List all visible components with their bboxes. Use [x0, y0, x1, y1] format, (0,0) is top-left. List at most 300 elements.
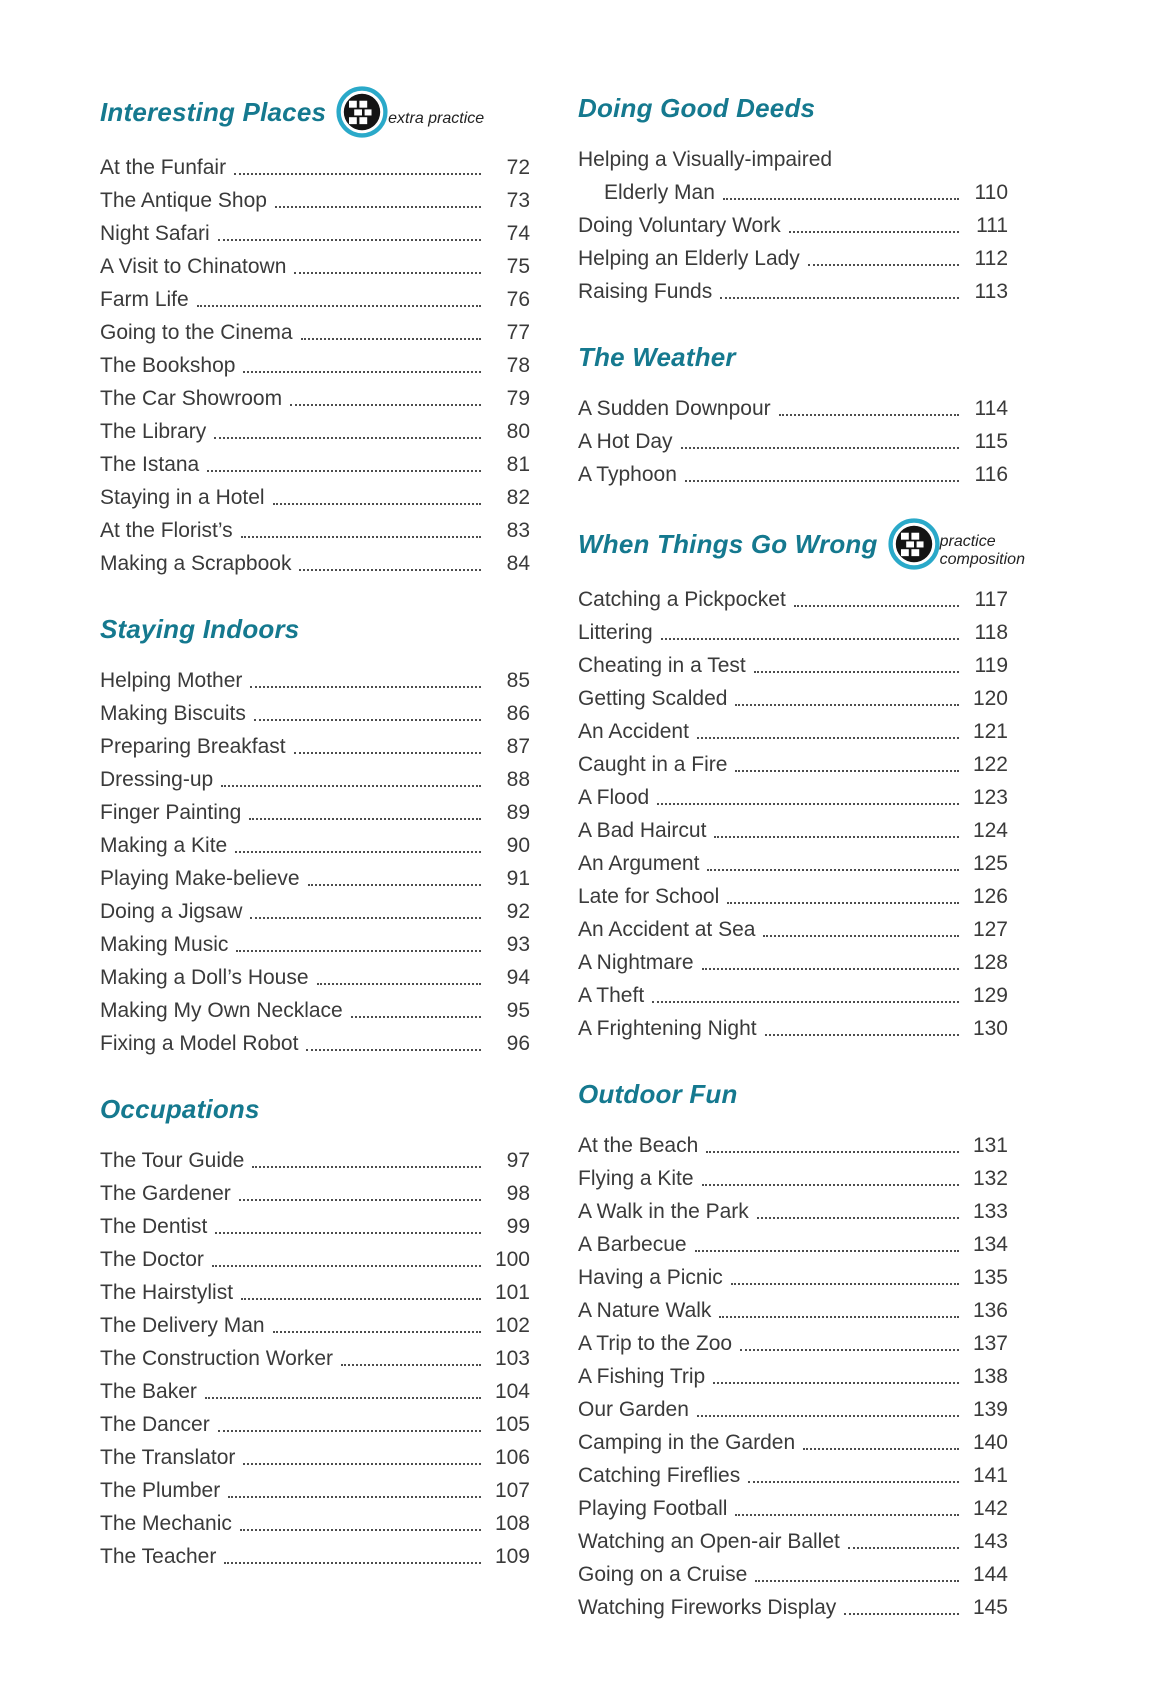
toc-entry — [100, 1341, 530, 1374]
toc-entry-title: At the Funfair — [100, 156, 227, 179]
toc-entry-title: A Barbecue — [578, 1233, 687, 1256]
dotted-leader — [735, 770, 959, 772]
toc-entry-page: 76 — [506, 288, 530, 311]
toc-entry-page: 129 — [972, 984, 1008, 1007]
toc-entry — [578, 142, 1008, 175]
toc-entry-page: 80 — [506, 420, 530, 443]
toc-entry-title: The Plumber — [100, 1479, 221, 1502]
toc-entry-page: 101 — [494, 1281, 530, 1304]
dotted-leader — [702, 968, 959, 970]
toc-entry — [578, 615, 1008, 648]
toc-entry-page: 96 — [506, 1032, 530, 1055]
toc-entry-page: 131 — [972, 1134, 1008, 1157]
toc-entry — [100, 861, 530, 894]
toc-entry — [578, 1011, 1008, 1044]
toc-entry-title: A Hot Day — [578, 430, 673, 453]
toc-entry — [578, 241, 1008, 274]
toc-entry-title: Doing a Jigsaw — [100, 900, 243, 923]
toc-entry-page: 93 — [506, 933, 530, 956]
dotted-leader — [723, 198, 959, 200]
toc-entry-page: 73 — [506, 189, 530, 212]
toc-entry-title: The Baker — [100, 1380, 197, 1403]
toc-entry — [578, 208, 1008, 241]
badge-label — [940, 533, 1025, 569]
toc-entry-title: Raising Funds — [578, 280, 713, 303]
toc-entry-title: Watching an Open-air Ballet — [578, 1530, 840, 1553]
toc-entry-title: Having a Picnic — [578, 1266, 723, 1289]
toc-entry — [100, 729, 530, 762]
toc-entry-title: A Walk in the Park — [578, 1200, 749, 1223]
toc-entry-title: The Dancer — [100, 1413, 210, 1436]
toc-entry — [578, 1227, 1008, 1260]
dotted-leader — [757, 1217, 959, 1219]
toc-entry — [578, 978, 1008, 1011]
toc-entry-page: 90 — [506, 834, 530, 857]
section-header — [100, 1087, 530, 1131]
section-header — [100, 86, 530, 138]
toc-entry — [578, 1326, 1008, 1359]
toc-entry-title: Fixing a Model Robot — [100, 1032, 299, 1055]
toc-entry-page: 119 — [974, 654, 1008, 677]
toc-entry — [100, 1440, 530, 1473]
toc-entry — [100, 447, 530, 480]
toc-entry-page: 78 — [506, 354, 530, 377]
toc-entry-page: 144 — [972, 1563, 1008, 1586]
toc-entry — [578, 1260, 1008, 1293]
toc-entry-title: Caught in a Fire — [578, 753, 728, 776]
practice-composition-badge-icon — [888, 518, 940, 570]
toc-entry-page: 136 — [972, 1299, 1008, 1322]
dotted-leader — [706, 1151, 959, 1153]
toc-entry-title: Playing Make-believe — [100, 867, 300, 890]
dotted-leader — [294, 752, 481, 754]
toc-entry-page: 110 — [974, 181, 1008, 204]
toc-entry-page: 125 — [972, 852, 1008, 875]
toc-entry-title: Going to the Cinema — [100, 321, 293, 344]
toc-entry — [100, 1308, 530, 1341]
dotted-leader — [239, 1199, 481, 1201]
dotted-leader — [697, 1415, 959, 1417]
dotted-leader — [697, 737, 959, 739]
toc-entry-page: 112 — [974, 247, 1008, 270]
toc-entry — [578, 879, 1008, 912]
toc-entry-page: 86 — [506, 702, 530, 725]
toc-entry-title: An Argument — [578, 852, 700, 875]
toc-entry-page: 85 — [506, 669, 530, 692]
toc-entry-title: Staying in a Hotel — [100, 486, 265, 509]
toc-entry — [100, 282, 530, 315]
section-title: Occupations — [100, 1093, 260, 1124]
toc-section — [578, 1072, 1008, 1623]
dotted-leader — [218, 239, 481, 241]
toc-entry — [578, 912, 1008, 945]
toc-entry-title: Camping in the Garden — [578, 1431, 796, 1454]
toc-entry-title: A Sudden Downpour — [578, 397, 771, 420]
toc-entry-page: 94 — [506, 966, 530, 989]
toc-entry — [578, 175, 1008, 208]
dotted-leader — [234, 173, 481, 175]
toc-section — [578, 335, 1008, 490]
toc-entry-page: 118 — [974, 621, 1008, 644]
toc-entry-title: An Accident — [578, 720, 689, 743]
toc-entry-page: 142 — [972, 1497, 1008, 1520]
toc-entry-title: Going on a Cruise — [578, 1563, 748, 1586]
toc-entry-title: Night Safari — [100, 222, 210, 245]
dotted-leader — [241, 536, 481, 538]
toc-entry-title: The Construction Worker — [100, 1347, 334, 1370]
toc-entry-title: At the Florist’s — [100, 519, 233, 542]
toc-entry-title: The Hairstylist — [100, 1281, 234, 1304]
toc-entry — [100, 183, 530, 216]
toc-entry-title: The Delivery Man — [100, 1314, 265, 1337]
toc-entry-title: Making a Scrapbook — [100, 552, 292, 575]
toc-section — [100, 1087, 530, 1572]
toc-entry-page: 83 — [506, 519, 530, 542]
toc-entry — [100, 828, 530, 861]
section-title: Staying Indoors — [100, 613, 300, 644]
toc-entry-page: 124 — [972, 819, 1008, 842]
toc-entry-page: 88 — [506, 768, 530, 791]
toc-entry-title: Helping Mother — [100, 669, 243, 692]
toc-entry-title: A Visit to Chinatown — [100, 255, 287, 278]
dotted-leader — [294, 272, 481, 274]
toc-entry-page: 143 — [972, 1530, 1008, 1553]
toc-entry — [578, 846, 1008, 879]
toc-entry-title: Finger Painting — [100, 801, 242, 824]
toc-entry-title: Catching Fireflies — [578, 1464, 741, 1487]
toc-entry — [578, 714, 1008, 747]
toc-section — [578, 518, 1025, 1044]
toc-entry — [100, 150, 530, 183]
toc-columns — [100, 86, 1110, 1651]
dotted-leader — [221, 785, 481, 787]
toc-entry-page: 105 — [494, 1413, 530, 1436]
section-title: The Weather — [578, 341, 736, 372]
toc-section — [100, 86, 530, 579]
toc-entry-title: The Tour Guide — [100, 1149, 245, 1172]
dotted-leader — [254, 719, 481, 721]
toc-entry — [100, 960, 530, 993]
toc-entry — [578, 780, 1008, 813]
dotted-leader — [250, 917, 481, 919]
dotted-leader — [713, 1382, 959, 1384]
toc-entry-page: 98 — [506, 1182, 530, 1205]
toc-entry — [100, 249, 530, 282]
toc-entry — [578, 1128, 1008, 1161]
toc-entry-page: 72 — [506, 156, 530, 179]
toc-entry — [578, 747, 1008, 780]
toc-entry-title: The Antique Shop — [100, 189, 267, 212]
toc-entry — [100, 927, 530, 960]
toc-entry — [100, 1506, 530, 1539]
toc-entry-page: 82 — [506, 486, 530, 509]
toc-entry — [100, 348, 530, 381]
toc-entry — [578, 813, 1008, 846]
toc-entry-page: 135 — [972, 1266, 1008, 1289]
toc-entry-title: A Nature Walk — [578, 1299, 712, 1322]
dotted-leader — [789, 231, 959, 233]
toc-entry-title: The Translator — [100, 1446, 236, 1469]
dotted-leader — [848, 1547, 959, 1549]
toc-entry — [578, 1524, 1008, 1557]
toc-entry — [578, 582, 1008, 615]
toc-entry-page: 108 — [494, 1512, 530, 1535]
dotted-leader — [765, 1034, 959, 1036]
section-header — [578, 86, 1008, 130]
dotted-leader — [731, 1283, 959, 1285]
toc-entry-title: A Fishing Trip — [578, 1365, 706, 1388]
toc-entry-page: 84 — [506, 552, 530, 575]
toc-entry — [100, 414, 530, 447]
toc-entry — [100, 480, 530, 513]
toc-entry — [578, 1161, 1008, 1194]
toc-entry-title: Flying a Kite — [578, 1167, 694, 1190]
toc-entry — [578, 424, 1008, 457]
dotted-leader — [844, 1613, 959, 1615]
toc-entry-title: A Bad Haircut — [578, 819, 707, 842]
dotted-leader — [306, 1049, 481, 1051]
dotted-leader — [341, 1364, 481, 1366]
dotted-leader — [273, 503, 481, 505]
toc-entry — [578, 1293, 1008, 1326]
toc-entry — [100, 1539, 530, 1572]
toc-entry — [100, 894, 530, 927]
dotted-leader — [661, 638, 959, 640]
dotted-leader — [207, 470, 481, 472]
toc-entry-page: 134 — [972, 1233, 1008, 1256]
toc-entry-page: 133 — [972, 1200, 1008, 1223]
dotted-leader — [714, 836, 959, 838]
extra-practice-badge-icon — [336, 86, 388, 138]
toc-entry-page: 99 — [506, 1215, 530, 1238]
dotted-leader — [719, 1316, 959, 1318]
toc-entry-page: 109 — [494, 1545, 530, 1568]
toc-entry-page: 79 — [506, 387, 530, 410]
dotted-leader — [273, 1331, 481, 1333]
dotted-leader — [235, 851, 481, 853]
toc-entry — [100, 1209, 530, 1242]
toc-entry-title: The Mechanic — [100, 1512, 232, 1535]
toc-entry-title: The Bookshop — [100, 354, 236, 377]
toc-entry-page: 121 — [972, 720, 1008, 743]
toc-entry-title: Helping an Elderly Lady — [578, 247, 800, 270]
dotted-leader — [308, 884, 481, 886]
toc-entry-title: The Dentist — [100, 1215, 208, 1238]
dotted-leader — [224, 1562, 481, 1564]
section-header — [578, 518, 1025, 570]
dotted-leader — [695, 1250, 959, 1252]
section-title: Doing Good Deeds — [578, 92, 816, 123]
toc-entry — [100, 381, 530, 414]
toc-entry-title: Late for School — [578, 885, 720, 908]
toc-entry — [100, 513, 530, 546]
toc-entry — [578, 1458, 1008, 1491]
toc-entry — [578, 1194, 1008, 1227]
dotted-leader — [702, 1184, 959, 1186]
toc-entry-title: Dressing-up — [100, 768, 214, 791]
toc-entry-title: The Teacher — [100, 1545, 217, 1568]
toc-entry-page: 107 — [494, 1479, 530, 1502]
dotted-leader — [236, 950, 481, 952]
dotted-leader — [215, 1232, 481, 1234]
dotted-leader — [197, 305, 481, 307]
toc-entry-page: 89 — [506, 801, 530, 824]
dotted-leader — [275, 206, 481, 208]
toc-column-left — [100, 86, 530, 1651]
toc-entry-page: 87 — [506, 735, 530, 758]
toc-entry — [100, 696, 530, 729]
toc-entry-page: 106 — [494, 1446, 530, 1469]
dotted-leader — [240, 1529, 481, 1531]
badge-label-line: practice — [939, 533, 996, 550]
toc-entry-title: The Gardener — [100, 1182, 231, 1205]
toc-entry-title: Farm Life — [100, 288, 189, 311]
toc-entry — [100, 1407, 530, 1440]
dotted-leader — [779, 414, 959, 416]
dotted-leader — [748, 1481, 959, 1483]
toc-entry-page: 130 — [972, 1017, 1008, 1040]
toc-entry-page: 81 — [506, 453, 530, 476]
dotted-leader — [351, 1016, 481, 1018]
toc-entry-title: A Flood — [578, 786, 650, 809]
toc-entry-page: 127 — [972, 918, 1008, 941]
toc-entry-title: Watching Fireworks Display — [578, 1596, 837, 1619]
toc-entry-title: Making a Kite — [100, 834, 228, 857]
toc-column-right — [578, 86, 1025, 1651]
dotted-leader — [735, 1514, 959, 1516]
dotted-leader — [301, 338, 481, 340]
toc-entry-title: Catching a Pickpocket — [578, 588, 786, 611]
dotted-leader — [243, 371, 481, 373]
toc-entry-page: 102 — [494, 1314, 530, 1337]
toc-entry — [578, 274, 1008, 307]
toc-entry-page: 132 — [972, 1167, 1008, 1190]
toc-entry-title: Making Biscuits — [100, 702, 246, 725]
toc-entry-title: A Theft — [578, 984, 645, 1007]
dotted-leader — [735, 704, 959, 706]
dotted-leader — [681, 447, 959, 449]
dotted-leader — [241, 1298, 481, 1300]
toc-section — [578, 86, 1008, 307]
toc-entry — [578, 457, 1008, 490]
dotted-leader — [755, 1580, 959, 1582]
toc-entry-page: 113 — [974, 280, 1008, 303]
toc-entry-title: Getting Scalded — [578, 687, 728, 710]
section-header — [578, 1072, 1008, 1116]
toc-entry-title: The Car Showroom — [100, 387, 283, 410]
dotted-leader — [250, 686, 481, 688]
toc-entry-title: An Accident at Sea — [578, 918, 756, 941]
toc-entry — [100, 993, 530, 1026]
badge-label-line: composition — [939, 551, 1025, 568]
dotted-leader — [299, 569, 481, 571]
toc-entry-page: 126 — [972, 885, 1008, 908]
toc-entry-page: 95 — [506, 999, 530, 1022]
dotted-leader — [754, 671, 959, 673]
toc-entry — [578, 648, 1008, 681]
toc-entry-page: 117 — [974, 588, 1008, 611]
dotted-leader — [317, 983, 481, 985]
toc-entry-page: 128 — [972, 951, 1008, 974]
toc-entry-title: Making My Own Necklace — [100, 999, 343, 1022]
toc-entry-page: 91 — [506, 867, 530, 890]
toc-entry-title: A Nightmare — [578, 951, 694, 974]
toc-entry-title: Preparing Breakfast — [100, 735, 286, 758]
toc-entry — [100, 315, 530, 348]
toc-entry-page: 116 — [974, 463, 1008, 486]
toc-entry — [100, 216, 530, 249]
toc-entry-page: 92 — [506, 900, 530, 923]
dotted-leader — [243, 1463, 481, 1465]
dotted-leader — [685, 480, 959, 482]
toc-entry — [100, 1026, 530, 1059]
toc-entry-title: A Frightening Night — [578, 1017, 757, 1040]
dotted-leader — [205, 1397, 481, 1399]
toc-entry-title: A Trip to the Zoo — [578, 1332, 733, 1355]
toc-entry-page: 111 — [976, 214, 1008, 237]
toc-entry-page: 122 — [972, 753, 1008, 776]
toc-entry-title: Making Music — [100, 933, 229, 956]
dotted-leader — [228, 1496, 481, 1498]
toc-entry-page: 115 — [974, 430, 1008, 453]
toc-entry-title: Helping a Visually-impaired — [578, 148, 833, 171]
dotted-leader — [252, 1166, 481, 1168]
toc-entry — [100, 1143, 530, 1176]
section-header — [100, 607, 530, 651]
toc-entry — [100, 795, 530, 828]
dotted-leader — [727, 902, 959, 904]
toc-entry-page: 75 — [506, 255, 530, 278]
toc-entry-page: 123 — [972, 786, 1008, 809]
toc-entry-page: 138 — [972, 1365, 1008, 1388]
section-title: Interesting Places — [100, 96, 327, 127]
dotted-leader — [218, 1430, 481, 1432]
dotted-leader — [808, 264, 959, 266]
toc-entry-page: 114 — [974, 397, 1008, 420]
toc-entry — [100, 762, 530, 795]
toc-entry — [100, 1275, 530, 1308]
toc-entry — [578, 681, 1008, 714]
dotted-leader — [290, 404, 481, 406]
toc-entry-title: Doing Voluntary Work — [578, 214, 781, 237]
toc-entry — [578, 391, 1008, 424]
badge-label — [388, 110, 484, 128]
toc-entry-page: 141 — [972, 1464, 1008, 1487]
toc-entry-title: Making a Doll’s House — [100, 966, 309, 989]
toc-entry-page: 140 — [972, 1431, 1008, 1454]
toc-entry-title: The Doctor — [100, 1248, 204, 1271]
toc-entry — [100, 663, 530, 696]
dotted-leader — [652, 1001, 959, 1003]
toc-entry — [578, 1359, 1008, 1392]
toc-entry-page: 104 — [494, 1380, 530, 1403]
toc-entry — [578, 1425, 1008, 1458]
section-header — [578, 335, 1008, 379]
toc-entry-page: 137 — [972, 1332, 1008, 1355]
toc-entry — [578, 945, 1008, 978]
toc-entry — [578, 1392, 1008, 1425]
dotted-leader — [212, 1265, 481, 1267]
dotted-leader — [740, 1349, 959, 1351]
toc-entry-title: Cheating in a Test — [578, 654, 746, 677]
section-title: Outdoor Fun — [578, 1078, 738, 1109]
toc-entry-page: 120 — [972, 687, 1008, 710]
toc-entry-title: At the Beach — [578, 1134, 699, 1157]
toc-entry — [100, 1176, 530, 1209]
badge-label-line: extra practice — [388, 110, 485, 127]
dotted-leader — [214, 437, 481, 439]
toc-entry — [100, 1374, 530, 1407]
